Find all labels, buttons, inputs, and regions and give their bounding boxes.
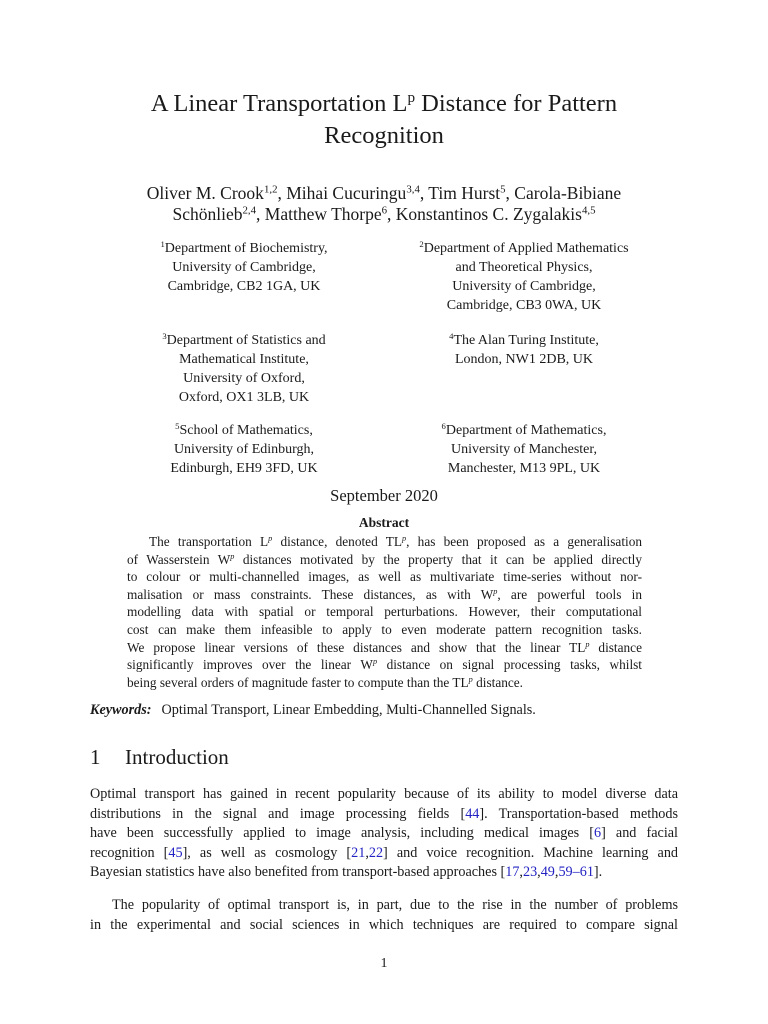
keywords-text: Optimal Transport, Linear Embedding, Multi-Channelled Signals. — [161, 702, 536, 718]
section-number: 1 — [90, 745, 101, 769]
citation-link[interactable]: 44 — [465, 805, 480, 822]
abstract-body: The transportation $L^p$ distance, denoted $TL^p$, has been proposed as a generalisation of Wasserstein $W^p$ distances motivated by the property that it can be applied directly to colour or multi-channelled images, as well as multivariate time-series without nor- malisation or mass constraints. These distances, as with $W^p$, are powerful tools in modelling data with spatial or temporal perturbations. However, their computational cost can make them infeasible to apply to even moderate pattern recognition tasks. We propose linear versions of these distances and show that the linear $TL^p$ distance significantly improves over the linear $W^p$ distance on signal processing tasks, whilst being several orders of magnitude faster to compute than the $TL^p$ distance. — [127, 534, 643, 690]
affiliation-6: $^6$Department of Mathematics, University of Manchester, Manchester, M13 9PL, UK — [441, 420, 607, 476]
keywords-label: Keywords: — [90, 702, 152, 718]
page-number: 1 — [380, 956, 388, 971]
paper-title: A Linear Transportation $L^p$ Distance for Pattern Recognition — [150, 88, 618, 149]
affiliation-5: $^5$School of Mathematics, University of Edinburgh, Edinburgh, EH9 3FD, UK — [170, 420, 318, 476]
citation-link[interactable]: 49 — [540, 864, 555, 881]
citation-link[interactable]: 45 — [168, 844, 183, 861]
citation-link[interactable]: 6 — [594, 825, 602, 842]
title-superscript: p — [407, 88, 416, 106]
citation-link[interactable]: 17 — [505, 864, 520, 881]
author-list: Oliver M. Crook$^{1,2}$, Mihai Cucuringu$^{3,4}$, Tim Hurst$^5$, Carola-Bibiane Schönlieb$^{2,4}$, Matthew Thorpe$^6$, Konstantinos C. Zygalakis$^{4,5}$ — [146, 183, 622, 224]
affiliation-1: $^1$Department of Biochemistry, University of Cambridge, Cambridge, CB2 1GA, UK — [160, 238, 328, 294]
abstract-heading: Abstract — [358, 515, 410, 530]
affiliation-2: $^2$Department of Applied Mathematics and Theoretical Physics, University of Cambridge, Cambridge, CB3 0WA, UK — [419, 238, 629, 313]
citation-link[interactable]: 22 — [368, 844, 384, 861]
section-heading-introduction — [90, 745, 229, 770]
citation-link[interactable]: 59–61 — [558, 864, 594, 881]
section-title: Introduction — [125, 745, 229, 769]
intro-paragraph-2: The popularity of optimal transport is, in part, due to the rise in the number of problems in the experimental and social sciences in which techniques are required to compare signal — [90, 897, 678, 933]
affiliation-4: $^4$The Alan Turing Institute, London, NW1 2DB, UK — [449, 330, 599, 367]
affiliation-3: $^3$Department of Statistics and Mathematical Institute, University of Oxford, Oxford, OX1 3LB, UK — [162, 330, 326, 405]
citation-link[interactable]: 21 — [351, 844, 366, 861]
publication-date: September 2020 — [330, 486, 438, 505]
intro-paragraph-1: Optimal transport has gained in recent popularity because of its ability to model diverse data distributions in the signal and image processing fields [44]. Transportation-based methods have been successfully applied to image analysis, including medical images [6] and facial recognition [45], as well as cosmology [21,22] and voice recognition. Machine learning and Bayesian statistics have also benefited from transport-based approaches [17,23,49,59–61]. — [90, 786, 679, 881]
citation-link[interactable]: 23 — [522, 864, 538, 881]
keywords — [90, 701, 678, 719]
